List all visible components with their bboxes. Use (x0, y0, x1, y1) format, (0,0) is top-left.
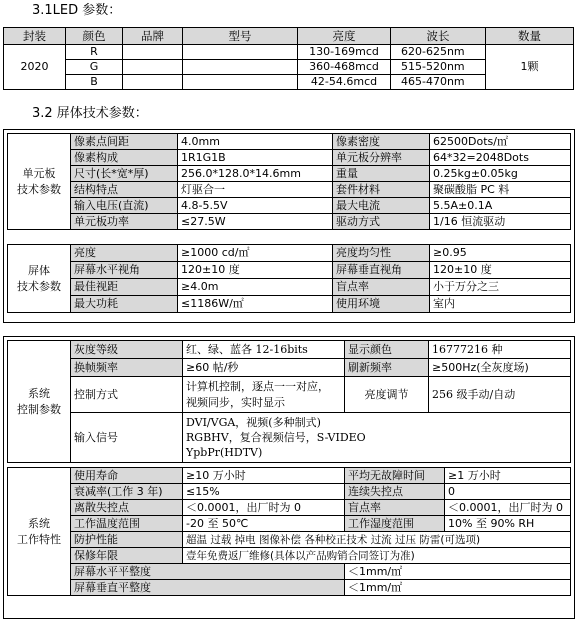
param-label: 最佳视距 (71, 279, 178, 296)
table-row (8, 564, 571, 580)
param-label: 像素密度 (333, 134, 430, 150)
param-label: 输入电压(直流) (71, 198, 178, 214)
unit-board-table (7, 133, 571, 230)
param-value: 壹年免费返厂维修(具体以产品购销合同签订为准) (183, 548, 571, 564)
param-value: 4.0mm (178, 134, 333, 150)
param-value: ＜0.0001，出厂时为 0 (445, 500, 571, 516)
brand-cell (123, 60, 183, 75)
table-row (8, 359, 571, 377)
led-header-row (4, 28, 574, 45)
param-label: 换帧频率 (71, 359, 183, 377)
param-label: 保修年限 (71, 548, 183, 564)
table-row (8, 166, 571, 182)
param-label: 控制方式 (71, 377, 183, 413)
param-value: 1R1G1B (178, 150, 333, 166)
param-value: 聚碳酸脂 PC 料 (430, 182, 571, 198)
system-group-label: 系统 控制参数 (8, 341, 71, 463)
param-label: 使用环境 (333, 296, 430, 313)
param-label: 工作湿度范围 (345, 516, 445, 532)
param-value: 16777216 种 (429, 341, 571, 359)
section-title-screen: 3.2 屏体技术参数： (32, 106, 148, 121)
header-quantity: 数量 (486, 28, 574, 45)
header-package: 封装 (4, 28, 66, 45)
work-group-label: 系统 工作特性 (8, 468, 71, 596)
param-label: 驱动方式 (333, 214, 430, 230)
param-value: ≤15% (183, 484, 345, 500)
param-value: ≥60 帖/秒 (183, 359, 345, 377)
table-row (8, 214, 571, 230)
param-label: 屏幕水平平整度 (71, 564, 345, 580)
input-signal-line: RGBHV，复合视频信号，S-VIDEO (186, 431, 366, 444)
param-label: 单元板功率 (71, 214, 178, 230)
param-value: -20 至 50℃ (183, 516, 345, 532)
brightness-cell: 42-54.6mcd (298, 75, 391, 90)
param-value: 超温 过载 掉电 图像补偿 各种校正技术 过流 过压 防雷(可选项) (183, 532, 571, 548)
param-value: ＜1mm/㎡ (345, 580, 571, 596)
param-value: ≥10 万小时 (183, 468, 345, 484)
input-signal-values (183, 413, 571, 463)
param-label: 衰减率(工作 3 年) (71, 484, 183, 500)
system-control-table (7, 340, 571, 463)
param-label: 刷新频率 (345, 359, 429, 377)
table-row (8, 516, 571, 532)
table-row (8, 341, 571, 359)
param-label: 最大电流 (333, 198, 430, 214)
param-value: 室内 (430, 296, 571, 313)
param-label: 最大功耗 (71, 296, 178, 313)
param-label: 平均无故障时间 (345, 468, 445, 484)
param-value: ＜0.0001，出厂时为 0 (183, 500, 345, 516)
brightness-cell: 360-468mcd (298, 60, 391, 75)
param-value: 120±10 度 (430, 262, 571, 279)
param-label: 盲点率 (333, 279, 430, 296)
table-row (8, 150, 571, 166)
param-value: ≥500Hz(全灰度场) (429, 359, 571, 377)
param-value: ≥1000 cd/㎡ (178, 245, 333, 262)
param-value: 10% 至 90% RH (445, 516, 571, 532)
quantity-cell: 1颗 (486, 45, 574, 90)
table-row (8, 134, 571, 150)
param-value: 256 级手动/自动 (429, 377, 571, 413)
table-row (8, 500, 571, 516)
table-row (8, 413, 571, 463)
header-brand: 品牌 (123, 28, 183, 45)
input-signal-line: YpbPr(HDTV) (186, 446, 263, 459)
section-title-led: 3.1LED 参数： (32, 3, 122, 18)
param-value: ≥4.0m (178, 279, 333, 296)
param-label: 套件材料 (333, 182, 430, 198)
wavelength-cell: 620-625nm (391, 45, 486, 60)
param-label: 亮度均匀性 (333, 245, 430, 262)
param-label: 尺寸(长*宽*厚) (71, 166, 178, 182)
color-cell: B (66, 75, 123, 90)
param-value: ≤1186W/㎡ (178, 296, 333, 313)
param-label: 屏幕垂直视角 (333, 262, 430, 279)
param-label: 离散失控点 (71, 500, 183, 516)
unit-group-label: 单元板 技术参数 (8, 134, 71, 230)
param-label: 像素构成 (71, 150, 178, 166)
model-cell (183, 45, 298, 60)
table-row (8, 580, 571, 596)
param-value: 62500Dots/㎡ (430, 134, 571, 150)
header-brightness: 亮度 (298, 28, 391, 45)
param-label: 输入信号 (71, 413, 183, 463)
brand-cell (123, 75, 183, 90)
param-value: 0.25kg±0.05kg (430, 166, 571, 182)
screen-table (7, 244, 571, 313)
table-row (8, 245, 571, 262)
param-value: 256.0*128.0*14.6mm (178, 166, 333, 182)
param-value: 0 (445, 484, 571, 500)
param-label: 屏幕水平视角 (71, 262, 178, 279)
param-value: 小于万分之三 (430, 279, 571, 296)
table-row (8, 279, 571, 296)
param-value: 计算机控制，逐点一一对应， 视频同步，实时显示 (183, 377, 345, 413)
wavelength-cell: 515-520nm (391, 60, 486, 75)
model-cell (183, 75, 298, 90)
table-row (8, 198, 571, 214)
param-value: ≥1 万小时 (445, 468, 571, 484)
param-value: 64*32=2048Dots (430, 150, 571, 166)
table-row (4, 45, 574, 60)
param-label: 盲点率 (345, 500, 445, 516)
wavelength-cell: 465-470nm (391, 75, 486, 90)
param-label: 结构特点 (71, 182, 178, 198)
param-value: ≤27.5W (178, 214, 333, 230)
param-value: 120±10 度 (178, 262, 333, 279)
param-value: 4.8-5.5V (178, 198, 333, 214)
param-label: 亮度调节 (345, 377, 429, 413)
model-cell (183, 60, 298, 75)
color-cell: R (66, 45, 123, 60)
param-label: 工作温度范围 (71, 516, 183, 532)
table-row (8, 182, 571, 198)
param-value: ＜1mm/㎡ (345, 564, 571, 580)
header-color: 颜色 (66, 28, 123, 45)
param-label: 重量 (333, 166, 430, 182)
package-cell: 2020 (4, 45, 66, 90)
header-wavelength: 波长 (391, 28, 486, 45)
param-label: 灰度等级 (71, 341, 183, 359)
brightness-cell: 130-169mcd (298, 45, 391, 60)
param-value: 5.5A±0.1A (430, 198, 571, 214)
table-row (8, 532, 571, 548)
table-row (8, 296, 571, 313)
param-value: 灯驱合一 (178, 182, 333, 198)
header-model: 型号 (183, 28, 298, 45)
param-label: 亮度 (71, 245, 178, 262)
led-table (3, 27, 574, 90)
param-value: 1/16 恒流驱动 (430, 214, 571, 230)
param-label: 屏幕垂直平整度 (71, 580, 345, 596)
screen-group-label: 屏体 技术参数 (8, 245, 71, 313)
param-label: 防护性能 (71, 532, 183, 548)
param-label: 使用寿命 (71, 468, 183, 484)
param-value: ≥0.95 (430, 245, 571, 262)
working-characteristics-table (7, 467, 571, 596)
input-signal-line: DVI/VGA，视频(多种制式) (186, 416, 321, 429)
param-label: 显示颜色 (345, 341, 429, 359)
table-row (8, 548, 571, 564)
param-label: 单元板分辨率 (333, 150, 430, 166)
param-value: 红、绿、蓝各 12-16bits (183, 341, 345, 359)
color-cell: G (66, 60, 123, 75)
table-row (8, 377, 571, 413)
brand-cell (123, 45, 183, 60)
table-row (8, 484, 571, 500)
param-label: 像素点间距 (71, 134, 178, 150)
table-row (8, 262, 571, 279)
table-row (8, 468, 571, 484)
param-label: 连续失控点 (345, 484, 445, 500)
